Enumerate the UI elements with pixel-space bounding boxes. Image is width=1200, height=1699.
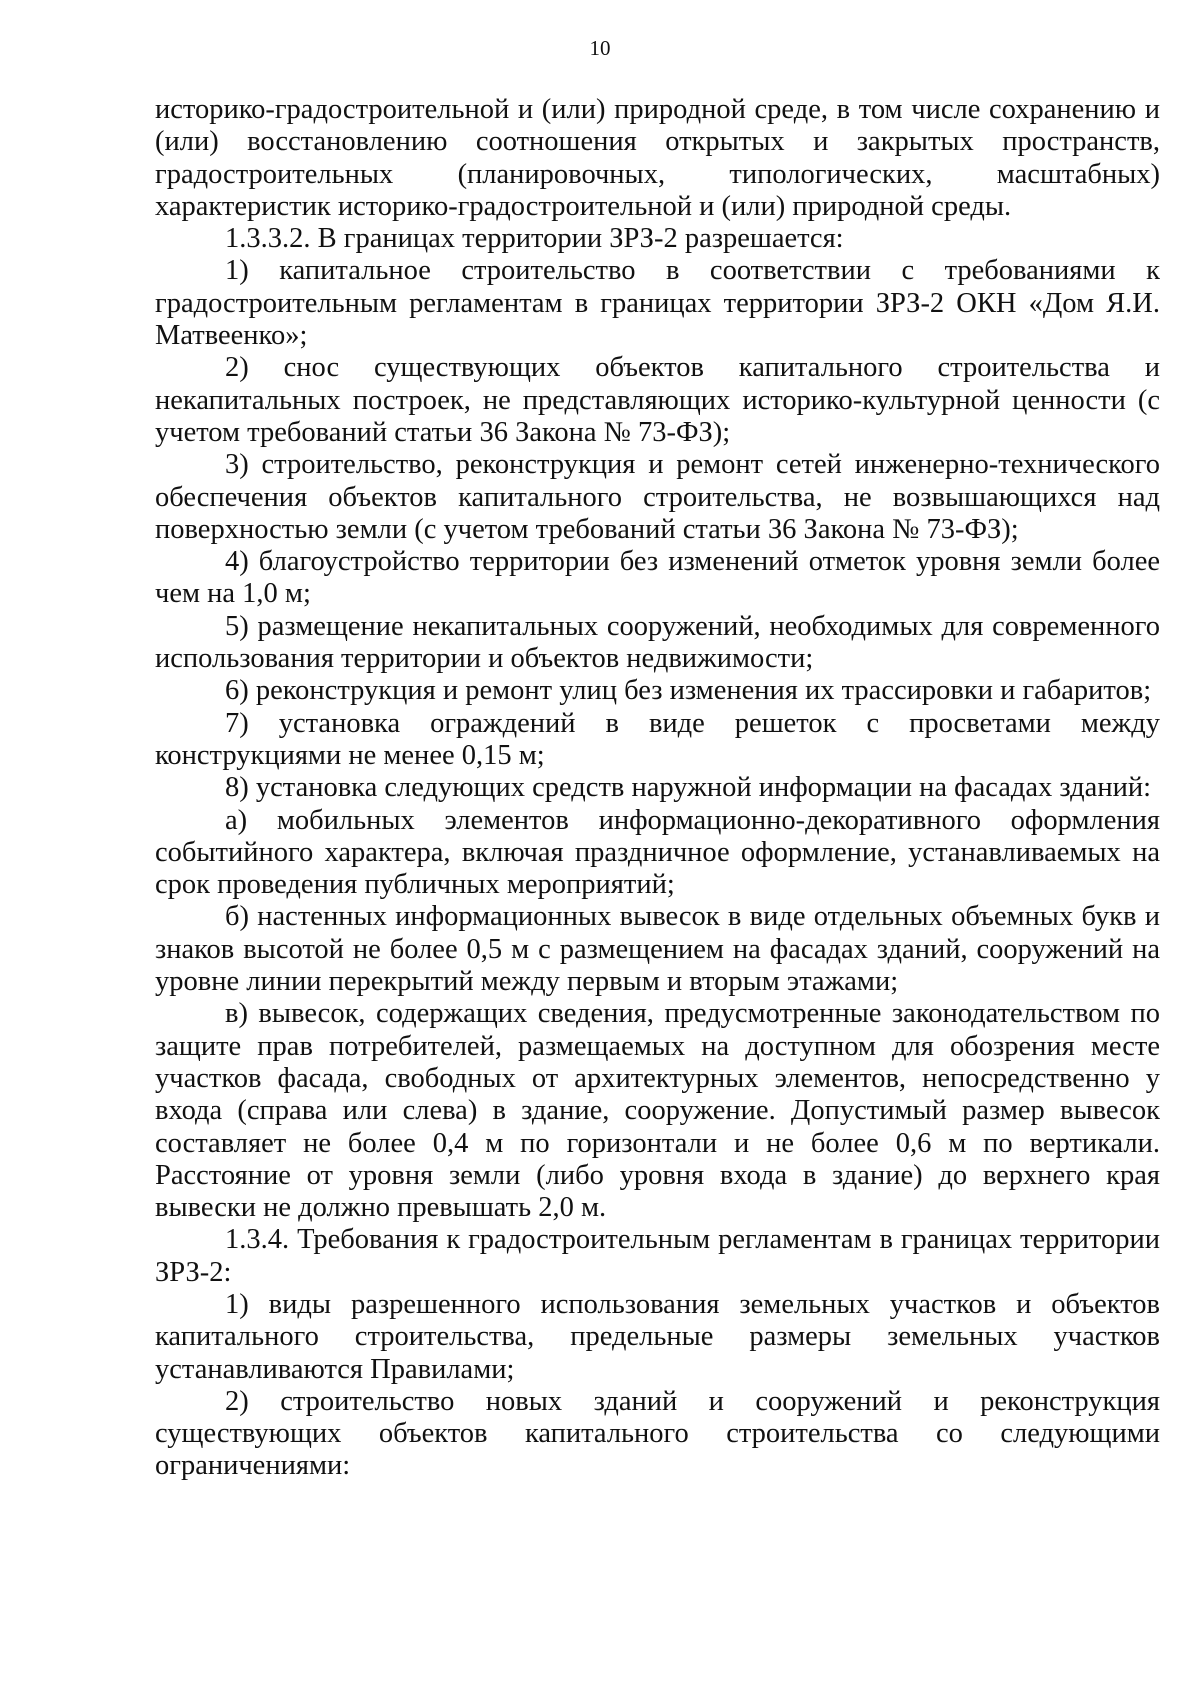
paragraph-section-1-3-4: 1.3.4. Требования к градостроительным регламентам в границах территории ЗРЗ-2:	[155, 1224, 1160, 1288]
list-item-2: 2) снос существующих объектов капитального строительства и некапитальных построек, не представляющих историко-культурной ценности (с учетом требований статьи 36 Закона № 73-ФЗ);	[155, 352, 1160, 448]
requirement-item-1: 1) виды разрешенного использования земельных участков и объектов капитального строительства, предельные размеры земельных участков устанавливаются Правилами;	[155, 1288, 1160, 1385]
list-item-6: 6) реконструкция и ремонт улиц без изменения их трассировки и габаритов;	[225, 675, 1152, 707]
paragraph-section-1-3-3-2: 1.3.3.2. В границах территории ЗРЗ-2 разрешается:	[225, 223, 844, 255]
paragraph-continuation: историко-градостроительной и (или) природной среде, в том числе сохранению и (или) восстановлению соотношения открытых и закрытых пространств, градостроительных (планировочных, типологических, масштабных) характеристик историко-градостроительной и (или) природной среды.	[155, 94, 1160, 222]
list-item-4: 4) благоустройство территории без изменений отметок уровня земли более чем на 1,0 м;	[155, 546, 1160, 610]
list-item-1: 1) капитальное строительство в соответствии с требованиями к градостроительным регламентам в границах территории ЗРЗ-2 ОКН «Дом Я.И. Матвеенко»;	[155, 255, 1160, 352]
list-item-7: 7) установка ограждений в виде решеток с просветами между конструкциями не менее 0,15 м;	[155, 707, 1160, 771]
sub-item-b: б) настенных информационных вывесок в виде отдельных объемных букв и знаков высотой не более 0,5 м с размещением на фасадах зданий, сооружений на уровне линии перекрытий между первым и вторым этажами;	[155, 901, 1160, 998]
list-item-5: 5) размещение некапитальных сооружений, необходимых для современного использования территории и объектов недвижимости;	[155, 610, 1160, 675]
page-number: 10	[589, 36, 611, 60]
list-item-3: 3) строительство, реконструкция и ремонт сетей инженерно-технического обеспечения объектов капитального строительства, не возвышающихся над поверхностью земли (с учетом требований статьи 36 Закона № 73-ФЗ);	[155, 449, 1160, 545]
sub-item-v: в) вывесок, содержащих сведения, предусмотренные законодательством по защите прав потребителей, размещаемых на доступном для обозрения месте участков фасада, свободных от архитектурных элементов, непосредственно у входа (справа или слева) в здание, сооружение. Допустимый размер вывесок составляет не более 0,4 м по горизонтали и не более 0,6 м по вертикали. Расстояние от уровня земли (либо уровня входа в здание) до верхнего края вывески не должно превышать 2,0 м.	[155, 998, 1160, 1224]
list-item-8: 8) установка следующих средств наружной информации на фасадах зданий:	[225, 772, 1151, 804]
requirement-item-2: 2) строительство новых зданий и сооружений и реконструкция существующих объектов капитального строительства со следующими ограничениями:	[155, 1385, 1160, 1482]
document-body	[155, 94, 1160, 1483]
sub-item-a: а) мобильных элементов информационно-декоративного оформления событийного характера, включая праздничное оформление, устанавливаемых на срок проведения публичных мероприятий;	[155, 804, 1160, 901]
